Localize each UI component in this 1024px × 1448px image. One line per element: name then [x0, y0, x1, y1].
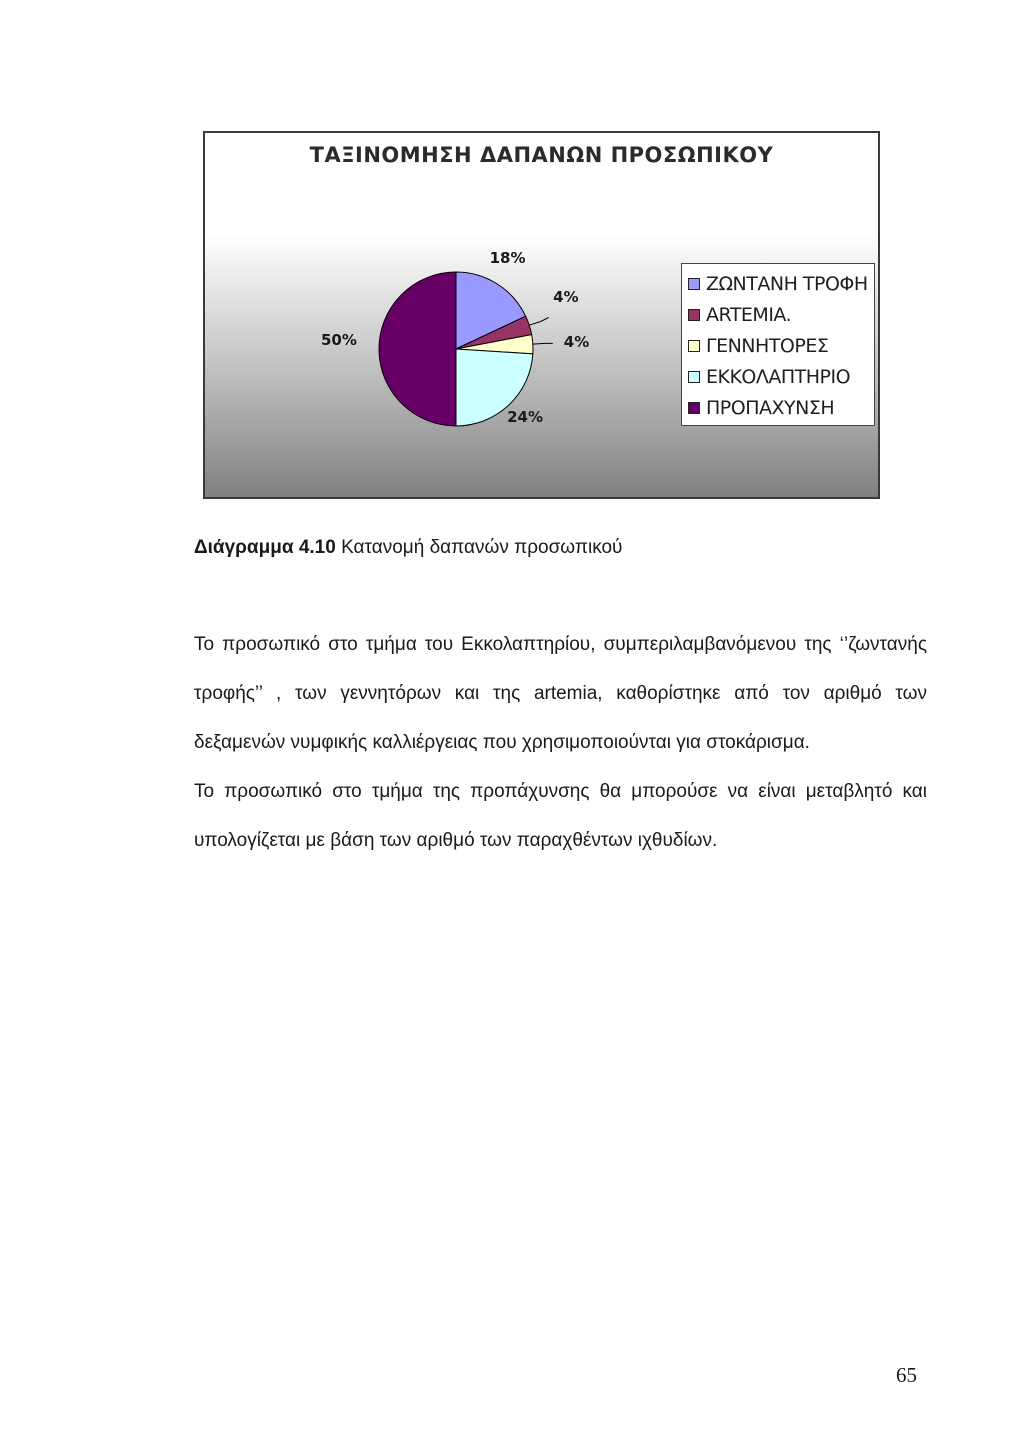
pie-data-label: 24%	[507, 408, 543, 427]
caption-text: Κατανομή δαπανών προσωπικού	[335, 537, 623, 558]
pie-slice-5	[379, 272, 456, 426]
chart-legend	[681, 263, 875, 426]
paragraph-1: Το προσωπικό στο τμήμα του Εκκολαπτηρίου, συμπεριλαμβανόμενου της ‘’ζωντανής τροφής’’ , των γεννητόρων και της artemia, καθορίστηκε από τον αριθμό των δεξαμενών νυμφικής καλλιέργειας που χρησιμοποιούνται για στοκάρισμα.	[194, 634, 927, 753]
body-text	[194, 620, 927, 865]
figure-caption	[194, 537, 622, 559]
legend-label: ARTEMIA.	[706, 303, 792, 326]
pie-data-label: 50%	[321, 331, 357, 349]
paragraph-2: Το προσωπικό στο τμήμα της προπάχυνσης θα μπορούσε να είναι μεταβλητό και υπολογίζεται με βάση των αριθμό των παραχθέντων ιχθυδίων.	[194, 781, 927, 851]
caption-label: Διάγραμμα 4.10	[194, 537, 336, 558]
pie-data-label: 18%	[489, 248, 526, 267]
page-number: 65	[896, 1363, 917, 1387]
pie-chart	[203, 131, 880, 499]
legend-swatch	[688, 340, 700, 352]
legend-swatch	[688, 309, 700, 321]
legend-swatch	[688, 371, 700, 383]
leader-line	[529, 317, 548, 325]
legend-item	[688, 361, 874, 392]
legend-item	[688, 299, 874, 330]
legend-label: ΕΚΚΟΛΑΠΤΗΡΙΟ	[706, 365, 851, 388]
legend-swatch	[688, 278, 700, 290]
legend-swatch	[688, 402, 700, 414]
leader-line	[533, 343, 553, 344]
chart-title: ΤΑΞΙΝΟΜΗΣΗ ΔΑΠΑΝΩΝ ΠΡΟΣΩΠΙΚΟΥ	[309, 143, 774, 167]
legend-label: ΖΩΝΤΑΝΗ ΤΡΟΦΗ	[706, 272, 868, 295]
legend-label: ΓΕΝΝΗΤΟΡΕΣ	[706, 334, 829, 357]
pie-data-label: 4%	[563, 332, 590, 351]
legend-item	[688, 330, 874, 361]
pie-data-label: 4%	[553, 288, 579, 307]
legend-item	[688, 392, 874, 423]
legend-label: ΠΡΟΠΑΧΥΝΣΗ	[706, 396, 835, 419]
legend-item	[688, 268, 874, 299]
